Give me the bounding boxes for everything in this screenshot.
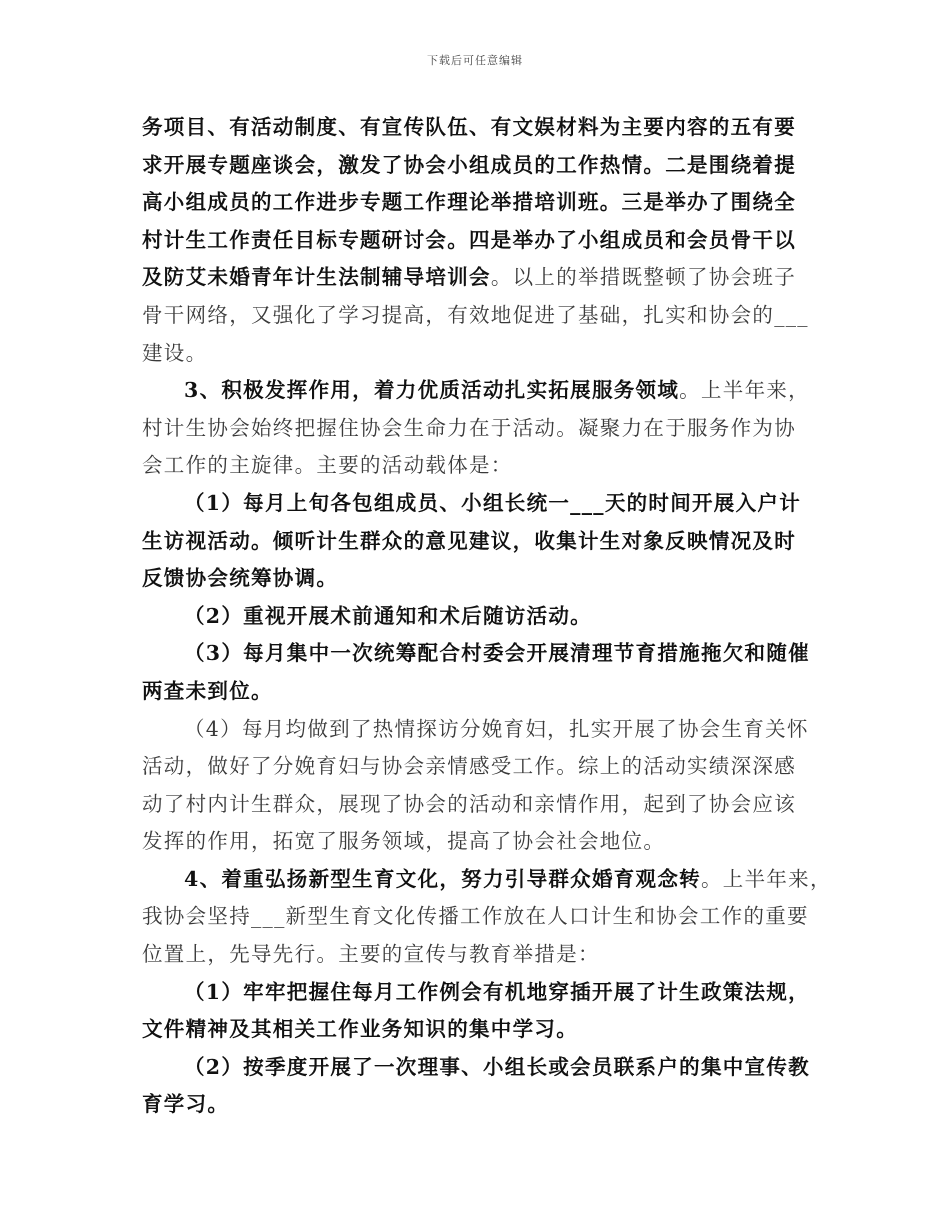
bold-text: 育学习。 (142, 1092, 230, 1117)
bold-text: 文件精神及其相关工作业务知识的集中学习。 (142, 1017, 578, 1042)
bold-text: 反馈协会统筹协调。 (142, 566, 339, 591)
body-text: 位置上，先导先行。主要的宣传与教育举措是： (142, 942, 600, 967)
paragraph (142, 485, 832, 598)
text-line (142, 1086, 832, 1124)
body-text: 动了村内计生群众，展现了协会的活动和亲情作用，起到了协会应该 (142, 791, 796, 816)
body-text: 我协会坚持___新型生育文化传播工作放在人口计生和协会工作的重要 (142, 904, 809, 929)
text-line (142, 748, 832, 786)
page-header: 下载后可任意编辑 (427, 54, 523, 67)
body-text: 。上半年来， (679, 378, 810, 403)
paragraph (142, 635, 832, 710)
text-line (142, 410, 832, 448)
paragraph (142, 372, 832, 485)
bold-text: 求开展专题座谈会，激发了协会小组成员的工作热情。二是围绕着提 (142, 152, 796, 177)
bold-text: 3、积极发挥作用，着力优质活动扎实拓展服务领域 (184, 378, 680, 403)
body-text: 建设。 (142, 340, 208, 365)
bold-text: 两查未到位。 (142, 678, 273, 703)
text-line (142, 1011, 832, 1049)
bold-text: （3）每月集中一次统筹配合村委会开展清理节育措施拖欠和随催 (184, 641, 810, 666)
text-line (142, 898, 832, 936)
text-line (142, 936, 832, 974)
bold-text: 及防艾未婚青年计生法制辅导培训会 (142, 265, 491, 290)
body-text: 。以上的举措既整顿了协会班子 (490, 265, 797, 290)
text-line (142, 861, 832, 899)
document-body (142, 109, 832, 1124)
text-line (142, 711, 832, 749)
body-text: 村计生协会始终把握住协会生命力在于活动。凝聚力在于服务作为协 (142, 415, 796, 440)
bold-text: （1）每月上旬各包组成员、小组长统一___天的时间开展入户计 (184, 490, 802, 515)
text-line (142, 222, 832, 260)
text-line (142, 297, 832, 335)
text-line (142, 259, 832, 297)
text-line (142, 1049, 832, 1087)
paragraph (142, 1049, 832, 1124)
bold-text: （2）按季度开展了一次理事、小组长或会员联系户的集中宣传教 (184, 1054, 810, 1079)
text-line (142, 109, 832, 147)
text-line (142, 598, 832, 636)
paragraph (142, 598, 832, 636)
paragraph (142, 974, 832, 1049)
text-line (142, 560, 832, 598)
text-line (142, 184, 832, 222)
bold-text: 4、着重弘扬新型生育文化，努力引导群众婚育观念转 (184, 866, 701, 891)
bold-text: 村计生工作责任目标专题研讨会。四是举办了小组成员和会员骨干以 (142, 227, 796, 252)
text-line (142, 823, 832, 861)
text-line (142, 523, 832, 561)
body-text: 骨干网络，又强化了学习提高，有效地促进了基础，扎实和协会的___ (142, 302, 809, 327)
body-text: 会工作的主旋律。主要的活动载体是： (142, 453, 513, 478)
body-text: （4）每月均做到了热情探访分娩育妇，扎实开展了协会生育关怀 (184, 716, 809, 741)
text-line (142, 335, 832, 373)
bold-text: 高小组成员的工作进步专题工作理论举措培训班。三是举办了围绕全 (142, 190, 796, 215)
text-line (142, 974, 832, 1012)
text-line (142, 786, 832, 824)
bold-text: （1）牢牢把握住每月工作例会有机地穿插开展了计生政策法规， (184, 979, 810, 1004)
text-line (142, 635, 832, 673)
text-line (142, 447, 832, 485)
text-line (142, 147, 832, 185)
text-line (142, 673, 832, 711)
text-line (142, 372, 832, 410)
bold-text: 务项目、有活动制度、有宣传队伍、有文娱材料为主要内容的五有要 (142, 115, 796, 139)
body-text: 发挥的作用，拓宽了服务领域，提高了协会社会地位。 (142, 829, 666, 854)
paragraph (142, 861, 832, 974)
bold-text: 生访视活动。倾听计生群众的意见建议，收集计生对象反映情况及时 (142, 528, 796, 553)
paragraph (142, 109, 832, 372)
text-line (142, 485, 832, 523)
paragraph (142, 711, 832, 861)
body-text: 。上半年来， (700, 866, 832, 891)
body-text: 活动，做好了分娩育妇与协会亲情感受工作。综上的活动实绩深深感 (142, 754, 796, 779)
bold-text: （2）重视开展术前通知和术后随访活动。 (184, 603, 592, 628)
